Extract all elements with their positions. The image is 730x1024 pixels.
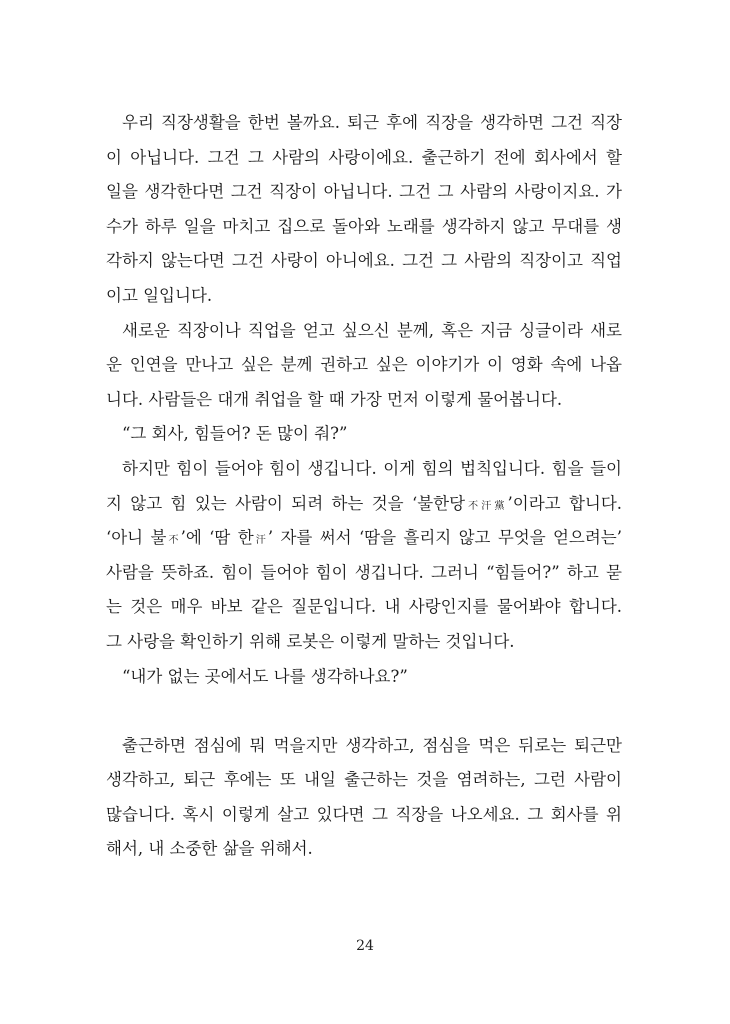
paragraph-gap [106,694,622,729]
text-line: 수가 하루 일을 마치고 집으로 돌아와 노래를 생각하지 않고 무대를 생 [106,216,622,236]
hanja-han: 汗 [253,535,268,547]
text-line: 출근하면 점심에 뭐 먹을지만 생각하고, 점심을 먹은 뒤로는 퇴근만 [122,735,622,755]
text-line: 해서, 내 소중한 삶을 위해서. [106,839,313,859]
text-line: 니다. 사람들은 대개 취업을 할 때 가장 먼저 이렇게 물어봅니다. [106,389,563,409]
quote-line: “그 회사, 힘들어? 돈 많이 줘?” [122,424,348,444]
text-line-hanja: 지 않고 힘 있는 사람이 되려 하는 것을 ‘불한당不汗黨’이라고 합니다. [106,493,622,513]
text-line: 우리 직장생활을 한번 볼까요. 퇴근 후에 직장을 생각하면 그건 직장 [122,113,622,132]
page-number: 24 [356,938,374,954]
text-line: 새로운 직장이나 직업을 얻고 싶으신 분께, 혹은 지금 싱글이라 새로 [122,320,622,340]
hanja-bul: 不 [166,535,181,547]
text-line: 운 인연을 만나고 싶은 분께 권하고 싶은 이야기가 이 영화 속에 나옵 [106,355,622,375]
body-text [106,106,622,867]
text-line: 사람을 뜻하죠. 힘이 들어야 힘이 생깁니다. 그러니 “힘들어?” 하고 묻 [106,562,622,582]
text-line-hanja: ‘아니 불不’에 ‘땀 한汗’ 자를 써서 ‘땀을 흘리지 않고 무엇을 얻으려는’ [106,528,622,548]
text-line: 이 아닙니다. 그건 그 사람의 사랑이에요. 출근하기 전에 회사에서 할 [106,147,622,167]
text-line: 이고 일입니다. [106,285,213,305]
text-line: 많습니다. 혹시 이렇게 살고 있다면 그 직장을 나오세요. 그 회사를 위 [106,804,622,824]
text-line: 생각하고, 퇴근 후에는 또 내일 출근하는 것을 염려하는, 그런 사람이 [106,770,622,790]
text-line: 일을 생각한다면 그건 직장이 아닙니다. 그건 그 사람의 사랑이지요. 가 [106,182,622,202]
text-line: 하지만 힘이 들어야 힘이 생깁니다. 이게 힘의 법칙입니다. 힘을 들이 [122,458,622,478]
quote-line: “내가 없는 곳에서도 나를 생각하나요?” [122,666,408,686]
text-line: 각하지 않는다면 그건 사랑이 아니에요. 그건 그 사람의 직장이고 직업 [106,251,622,271]
text-line: 그 사랑을 확인하기 위해 로봇은 이렇게 말하는 것입니다. [106,631,515,651]
hanja-bulhandang: 不汗黨 [465,500,508,512]
text-line: 는 것은 매우 바보 같은 질문입니다. 내 사랑인지를 물어봐야 합니다. [106,597,622,617]
